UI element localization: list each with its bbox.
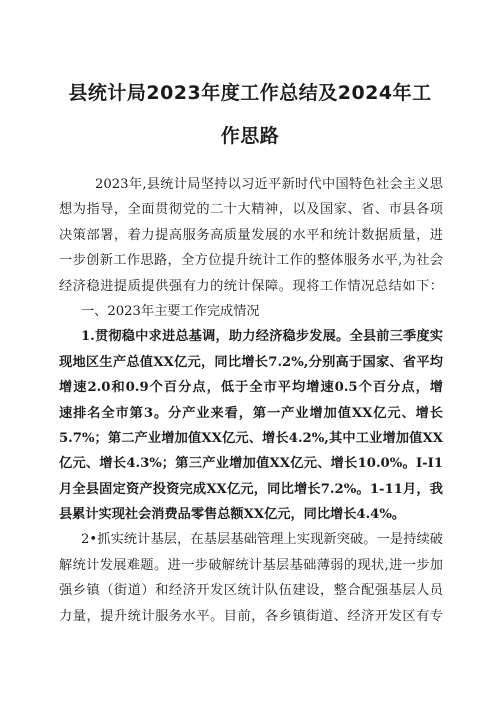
text-line: 经济稳进提质提供强有力的统计保障。现将工作情况总结如下：: [59, 278, 443, 294]
text-line: 强乡镇（街道）和经济开发区统计队伍建设，整合配强基层人员: [59, 583, 443, 599]
item-2-paragraph: [59, 527, 443, 629]
document-title-line-2: 作思路: [220, 125, 280, 147]
text-line: 决策部署，着力提高服务高质量发展的水平和统计数据质量，进: [59, 227, 443, 243]
intro-paragraph: [59, 172, 443, 299]
text-line: 5.7%；第二产业增加值XX亿元、增长4.2%,其中工业增加值XX: [59, 430, 443, 446]
text-line: 想为指导，全面贯彻党的二十大精神，以及国家、省、市县各项: [59, 202, 443, 218]
section-heading: 一、2023年主要工作完成情况: [81, 303, 260, 319]
text-line: 增速2.0和0.9个百分点，低于全市平均增速0.5个百分点，增: [59, 380, 443, 396]
item-1-paragraph: [59, 324, 443, 527]
text-line: 解统计发展难题。进一步破解统计基层基础薄弱的现状,进一步加: [59, 557, 443, 573]
text-line: 2023年,县统计局坚持以习近平新时代中国特色社会主义思: [95, 177, 443, 192]
text-line: 月全县固定资产投资完成XX亿元，同比增长7.2%。1-11月，我: [59, 481, 443, 497]
text-line: 县累计实现社会消费品零售总额XX亿元，同比增长4.4%。: [59, 507, 406, 523]
document-body: [59, 172, 443, 629]
document-title-line-1: 县统计局2023年度工作总结及2024年工: [68, 82, 432, 104]
text-line: 亿元、增长4.3%；第三产业增加值XX亿元、增长10.0%。I-I1: [59, 456, 443, 472]
text-line: 速排名全市第3。分产业来看，第一产业增加值XX亿元、增长: [59, 405, 443, 421]
text-line: 1.贯彻稳中求进总基调，助力经济稳步发展。全县前三季度实: [81, 329, 443, 345]
text-line: 2•抓实统计基层，在基层基础管理上实现新突破。一是持续破: [81, 532, 443, 548]
text-line: 现地区生产总值XX亿元，同比增长7.2%,分别高于国家、省平均: [59, 354, 443, 370]
text-line: 力量，提升统计服务水平。目前，各乡镇街道、经济开发区有专: [59, 608, 443, 624]
text-line: 一步创新工作思路，全方位提升统计工作的整体服务水平,为社会: [59, 253, 443, 269]
